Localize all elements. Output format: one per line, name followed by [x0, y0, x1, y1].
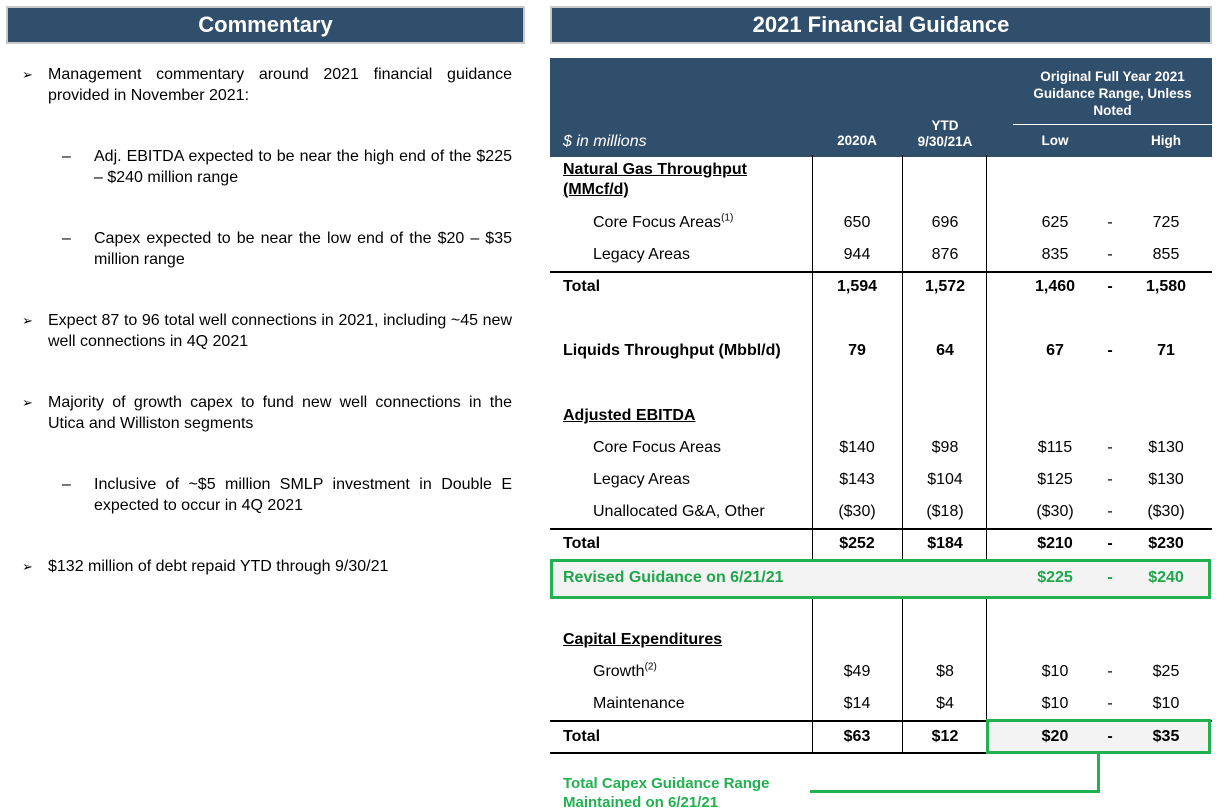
- cell-2020a: ($30): [838, 503, 876, 520]
- capex-callout: [563, 774, 769, 812]
- table-row: [550, 688, 1212, 720]
- range-dash: -: [1107, 503, 1113, 520]
- cell-low: 835: [1041, 246, 1069, 263]
- row-label: [593, 656, 657, 688]
- table-row: [550, 464, 1212, 496]
- table-row: [550, 239, 1212, 271]
- table-row-total: [550, 271, 1212, 303]
- table-row: [550, 432, 1212, 464]
- cell-high: 71: [1157, 342, 1175, 359]
- cell-2020a: 650: [843, 214, 871, 231]
- row-label: Core Focus Areas: [593, 439, 722, 456]
- cell-2020a: 79: [848, 342, 866, 359]
- range-dash: -: [1107, 278, 1113, 295]
- commentary-sub-bullet: – Inclusive of ~$5 million SMLP investment in Double E expected to occur in 4Q 2021: [62, 476, 512, 514]
- row-label: Legacy Areas: [593, 246, 690, 263]
- arrow-bullet-icon: ➢: [22, 313, 33, 328]
- range-dash: -: [1107, 246, 1113, 263]
- revised-guidance-highlight: [550, 559, 1211, 599]
- row-divider: [550, 752, 986, 754]
- table-row: [550, 207, 1212, 239]
- callout-connector: [810, 790, 1100, 793]
- dash-bullet-icon: –: [62, 476, 71, 493]
- cell-2020a: $63: [843, 728, 871, 745]
- row-label: Total: [563, 728, 601, 745]
- units-label: $ in millions: [563, 133, 647, 150]
- range-dash: -: [1107, 695, 1113, 712]
- cell-high: $230: [1148, 535, 1184, 552]
- cell-low: $125: [1037, 471, 1073, 488]
- arrow-bullet-icon: ➢: [22, 67, 33, 82]
- footnote-ref: (2): [644, 661, 657, 673]
- cell-low: 1,460: [1034, 278, 1076, 295]
- commentary-bullet: ➢ Expect 87 to 96 total well connections in 2021, including ~45 new well connections in 4Q 2021: [22, 312, 512, 350]
- row-label: Maintenance: [593, 695, 685, 712]
- row-label: Unallocated G&A, Other: [593, 503, 765, 520]
- col-group-line1: Original Full Year 2021: [1040, 69, 1185, 84]
- range-dash: -: [1107, 663, 1113, 680]
- cell-ytd: $12: [931, 728, 959, 745]
- cell-low: $10: [1041, 663, 1069, 680]
- commentary-bullet: ➢ Management commentary around 2021 financial guidance provided in November 2021:: [22, 66, 512, 104]
- cell-low: $225: [1037, 569, 1073, 586]
- dash-bullet-icon: –: [62, 230, 71, 247]
- cell-ytd: ($18): [926, 503, 964, 520]
- footnote-ref: (1): [721, 212, 734, 224]
- cell-ytd: 876: [931, 246, 959, 263]
- section-title-capex: [550, 624, 1212, 656]
- range-dash: -: [1107, 439, 1113, 456]
- cell-2020a: $143: [839, 471, 875, 488]
- col-header-ytd-line2: 9/30/21A: [917, 134, 973, 149]
- gas-title-line2: (MMcf/d): [563, 181, 629, 198]
- table-row: [550, 496, 1212, 528]
- dash-bullet-icon: –: [62, 148, 71, 165]
- cell-2020a: $49: [843, 663, 871, 680]
- range-dash: -: [1107, 535, 1113, 552]
- cell-high: $130: [1148, 439, 1184, 456]
- col-group-line2: Guidance Range, Unless: [1033, 86, 1192, 101]
- cell-low: $10: [1041, 695, 1069, 712]
- cell-high: 725: [1152, 214, 1180, 231]
- table-row: [550, 656, 1212, 688]
- cell-2020a: 1,594: [836, 278, 878, 295]
- row-label: Total: [563, 278, 601, 295]
- guidance-header: [550, 6, 1212, 44]
- range-dash: -: [1107, 728, 1113, 745]
- cell-high: $130: [1148, 471, 1184, 488]
- cell-ytd: $98: [931, 439, 959, 456]
- col-header-high: High: [1151, 133, 1181, 148]
- arrow-bullet-icon: ➢: [22, 559, 33, 574]
- cell-high: $35: [1152, 728, 1180, 745]
- cell-ytd: 64: [936, 342, 954, 359]
- cell-ytd: $4: [936, 695, 954, 712]
- table-row: [550, 335, 1212, 367]
- capex-total-highlight: [986, 719, 1211, 754]
- col-group-header: [1013, 68, 1212, 119]
- col-header-ytd: [902, 118, 988, 150]
- table-header: [550, 58, 1212, 157]
- commentary-title: Commentary: [198, 12, 333, 37]
- row-label: Total: [563, 535, 601, 552]
- commentary-sub-bullet: – Adj. EBITDA expected to be near the high end of the $225 – $240 million range: [62, 148, 512, 186]
- gas-title-line1: Natural Gas Throughput: [563, 161, 747, 178]
- cell-high: 1,580: [1145, 278, 1187, 295]
- capex-title: Capital Expenditures: [563, 631, 723, 648]
- section-title-gas: [550, 160, 1212, 204]
- col-group-line3: Noted: [1093, 103, 1132, 118]
- cell-high: ($30): [1147, 503, 1185, 520]
- commentary-bullet: ➢ Majority of growth capex to fund new well connections in the Utica and Williston segments: [22, 394, 512, 432]
- cell-ytd: 1,572: [924, 278, 966, 295]
- row-label: Revised Guidance on 6/21/21: [563, 569, 784, 586]
- ebitda-title: Adjusted EBITDA: [563, 407, 696, 424]
- gas-title: [563, 160, 747, 204]
- range-dash: -: [1107, 214, 1113, 231]
- section-title-ebitda: [550, 400, 1212, 432]
- cell-low: 625: [1041, 214, 1069, 231]
- cell-low: ($30): [1036, 503, 1074, 520]
- range-dash: -: [1107, 471, 1113, 488]
- cell-ytd: $104: [927, 471, 963, 488]
- row-label: [593, 207, 733, 239]
- guidance-title: 2021 Financial Guidance: [752, 12, 1010, 37]
- commentary-bullet: ➢ $132 million of debt repaid YTD through 9/30/21: [22, 558, 389, 575]
- arrow-bullet-icon: ➢: [22, 395, 33, 410]
- cell-2020a: $140: [839, 439, 875, 456]
- cell-low: $20: [1041, 728, 1069, 745]
- row-label: Legacy Areas: [593, 471, 690, 488]
- commentary-header: [6, 6, 525, 44]
- row-label: Liquids Throughput (Mbbl/d): [563, 342, 781, 359]
- cell-low: $210: [1037, 535, 1073, 552]
- cell-high: 855: [1152, 246, 1180, 263]
- cell-high: $240: [1148, 569, 1184, 586]
- callout-connector: [1097, 752, 1100, 793]
- cell-high: $25: [1152, 663, 1180, 680]
- cell-ytd: $184: [927, 535, 963, 552]
- commentary-sub-bullet: – Capex expected to be near the low end of the $20 – $35 million range: [62, 230, 512, 268]
- range-dash: -: [1107, 569, 1113, 586]
- cell-2020a: $252: [839, 535, 875, 552]
- row-label-text: Growth: [593, 663, 645, 680]
- cell-low: $115: [1037, 439, 1073, 456]
- cell-2020a: $14: [843, 695, 871, 712]
- cell-low: 67: [1046, 342, 1064, 359]
- col-header-2020a: 2020A: [837, 133, 877, 148]
- cell-ytd: 696: [931, 214, 959, 231]
- range-dash: -: [1107, 342, 1113, 359]
- callout-line2: Maintained on 6/21/21: [563, 794, 719, 811]
- cell-ytd: $8: [936, 663, 954, 680]
- callout-line1: Total Capex Guidance Range: [563, 775, 770, 792]
- table-row-total: [550, 528, 1212, 560]
- col-header-ytd-line1: YTD: [931, 118, 959, 133]
- cell-high: $10: [1152, 695, 1180, 712]
- cell-2020a: 944: [843, 246, 871, 263]
- row-label-text: Core Focus Areas: [593, 214, 722, 231]
- col-header-low: Low: [1041, 133, 1069, 148]
- header-divider: [1013, 124, 1212, 125]
